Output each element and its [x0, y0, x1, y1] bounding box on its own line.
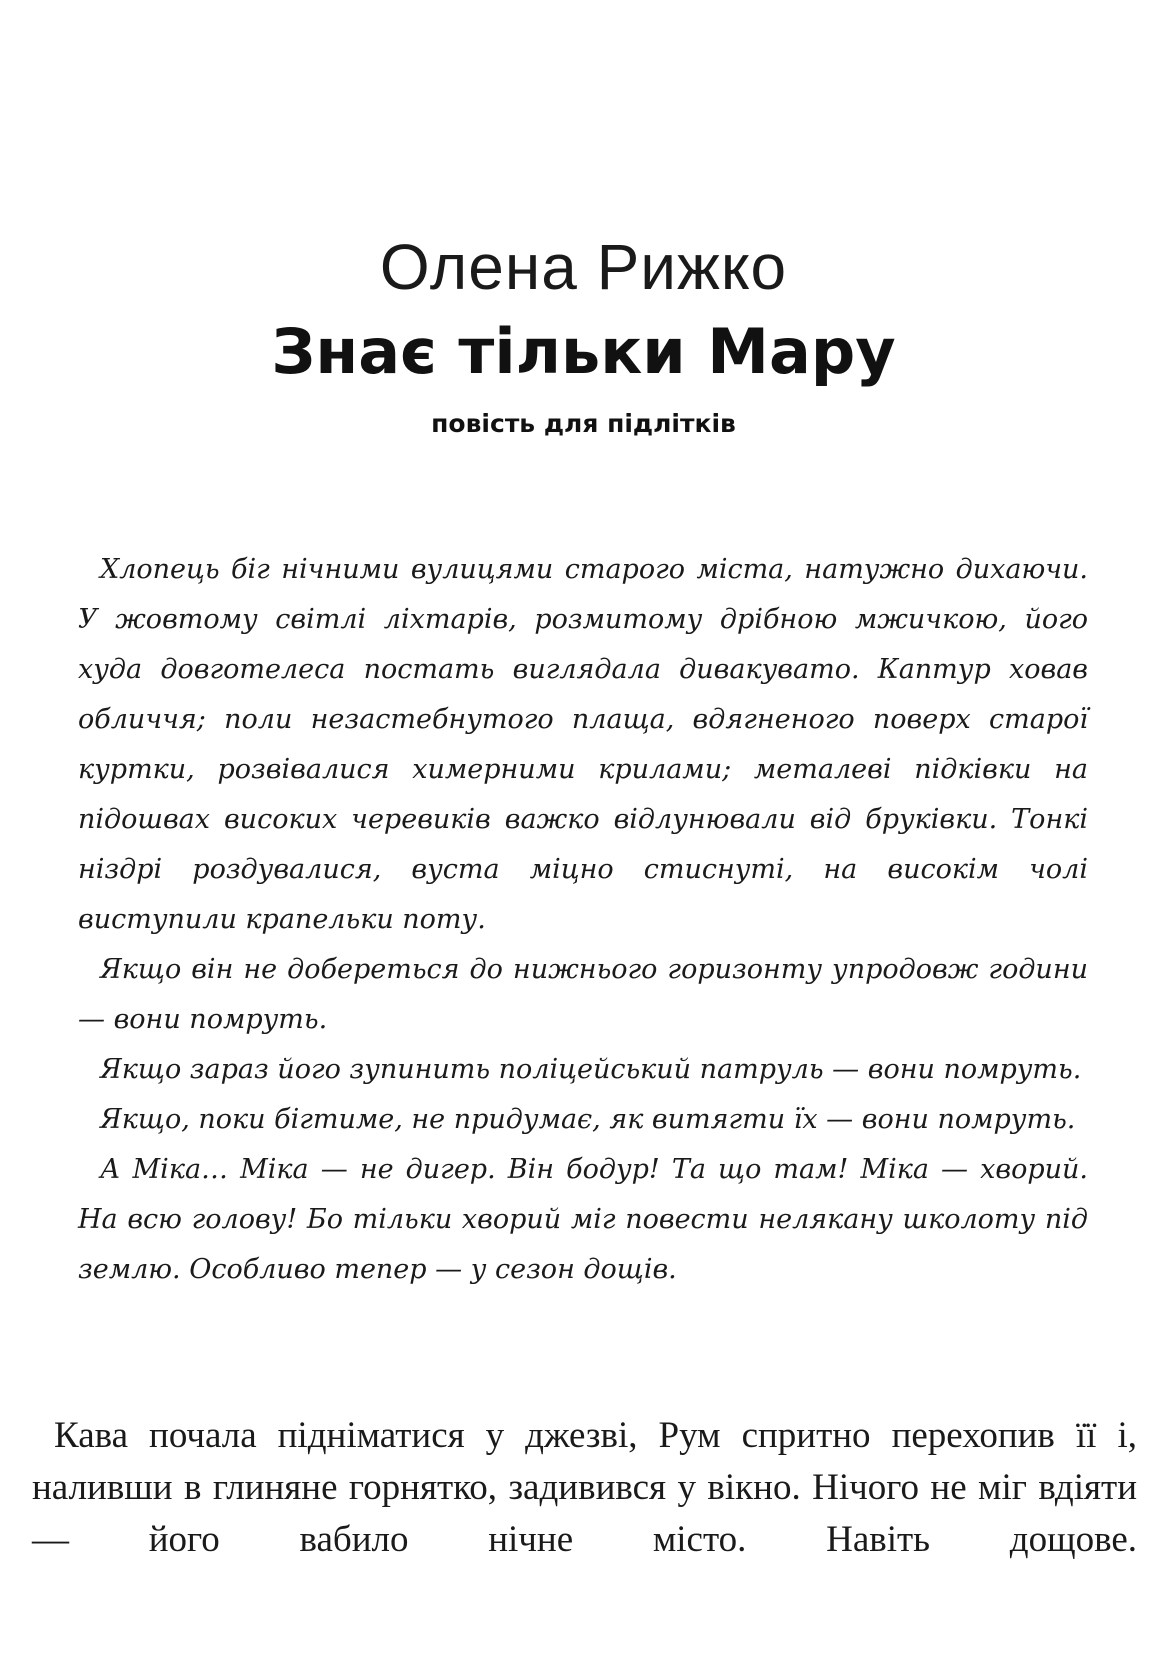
excerpt-paragraph: Якщо, поки бігтиме, не придумає, як витягти їх — вони помруть.: [100, 1104, 1076, 1135]
book-author: Олена Рижко: [379, 231, 788, 303]
excerpt-paragraph: Хлопець біг нічними вулицями старого міста, натужно дихаючи. У жовтому світлі ліхтарів, розмитому дрібною мжичкою, його худа довготелеса постать виглядала дивакувато. Каптур ховав обличчя; поли незастебнутого плаща, вдягненого поверх старої куртки, розвівалися химерними крилами; металеві підківки на підошвах високих черевиків важко відлунювали від бруківки. Тонкі ніздрі роздувалися, вуста міцно стиснуті, на високім чолі виступили крапельки поту.: [78, 554, 1088, 935]
excerpt-block: [78, 545, 1088, 1295]
book-subtitle: повість для підлітків: [431, 409, 736, 438]
excerpt-paragraph: Якщо він не добереться до нижнього горизонту упродовж години — вони помруть.: [78, 954, 1088, 1035]
body-text-block: [32, 1410, 1137, 1566]
book-title: Знає тільки Мару: [271, 315, 896, 388]
body-paragraph: Кава почала підніматися у джезві, Рум спритно перехопив її і, наливши в глиняне горнятко, задивився у вікно. Нічого не міг вдіяти — його вабило нічне місто. Навіть дощове.: [32, 1415, 1137, 1560]
excerpt-paragraph: А Міка… Міка — не дигер. Він бодур! Та що там! Міка — хворий. На всю голову! Бо тільки хворий міг повести нелякану школоту під землю. Особливо тепер — у сезон дощів.: [78, 1154, 1088, 1285]
excerpt-paragraph: Якщо зараз його зупинить поліцейський патруль — вони помруть.: [100, 1054, 1082, 1085]
